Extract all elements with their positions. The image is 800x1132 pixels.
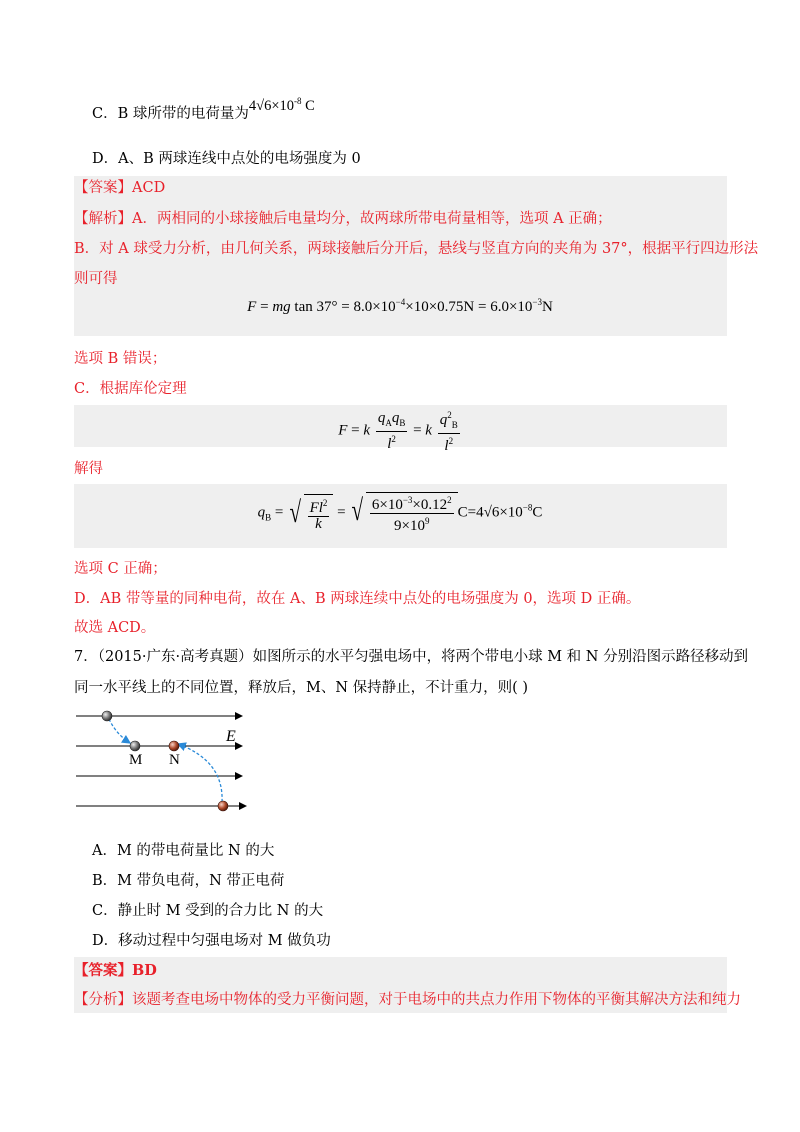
option-d-prev: D．A、B 两球连线中点处的电场强度为 0	[92, 151, 361, 167]
analysis-1-intro: 【解析】A．两相同的小球接触后电量均分，故两球所带电荷量相等，选项 A 正确；	[74, 211, 612, 227]
q7-option-d: D．移动过程中匀强电场对 M 做负功	[92, 933, 331, 949]
formula-1: F = mg $\tan 37^\circ = 8.0\times 10^{-4}\times 10\times 0.75N = 6.0\times 10^{-3}N$	[247, 297, 553, 315]
ball-n-label: N	[169, 752, 180, 768]
field-label: E	[226, 728, 236, 745]
q7-option-b: B．M 带负电荷，N 带正电荷	[92, 873, 285, 889]
ball-n	[169, 741, 179, 751]
path-m	[109, 719, 130, 743]
analysis-1-c-intro: C．根据库伦定理	[74, 381, 187, 397]
path-n	[178, 744, 222, 802]
q7-option-c: C．静止时 M 受到的合力比 N 的大	[92, 903, 324, 919]
q7-option-a: A．M 的带电荷量比 N 的大	[92, 843, 275, 859]
answer-1: 【答案】ACD	[74, 180, 166, 196]
question-7-line2: 同一水平线上的不同位置，释放后，M、N 保持静止，不计重力，则( )	[74, 680, 529, 696]
ball-n-start	[218, 801, 228, 811]
option-c-prev-value: $4√6\times 10^{-8}$ C	[248, 96, 315, 114]
analysis-1-b-line1: B．对 A 球受力分析，由几何关系，两球接触后分开后，悬线与竖直方向的夹角为 37°，根据平行四边形法	[74, 241, 759, 257]
analysis-1-final: 故选 ACD。	[74, 620, 156, 636]
analysis-1-solve: 解得	[74, 461, 103, 477]
electric-field-diagram	[74, 706, 264, 816]
answer-2: 【答案】BD	[74, 962, 157, 979]
ball-m-label: M	[129, 752, 143, 768]
formula-2: F = k $\frac{q_Aq_B}{l^2}$ = k $\frac{q^2_B}{l^2}$	[338, 409, 458, 454]
analysis-1-d-line: D．AB 带等量的同种电荷，故在 A、B 两球连续中点处的电场强度为 0，选项 D 正确。	[74, 591, 641, 607]
ball-m	[130, 741, 140, 751]
formula-3: $q_B$ = √ $\frac{Fl^2}{k}$ = √ $\frac{6\times 10^{-3}\times 0.12^2}{9\times 10^9}$ $C=4√6\times 10^{-8}C$	[257, 494, 543, 534]
ball-m-start	[102, 711, 112, 721]
analysis-2: 【分析】该题考查电场中物体的受力平衡问题，对于电场中的共点力作用下物体的平衡其解决方法和纯力	[74, 992, 741, 1008]
question-7-line1: 7．（2015·广东·高考真题）如图所示的水平匀强电场中，将两个带电小球 M 和 N 分别沿图示路径移动到	[74, 649, 749, 665]
option-c-prev	[92, 98, 315, 125]
option-c-prev-label: C．B 球所带的电荷量为	[92, 105, 249, 122]
analysis-1-b-line2: 则可得	[74, 271, 118, 287]
analysis-1-b-conclusion: 选项 B 错误；	[74, 351, 167, 367]
analysis-1-c-conclusion: 选项 C 正确；	[74, 561, 167, 577]
